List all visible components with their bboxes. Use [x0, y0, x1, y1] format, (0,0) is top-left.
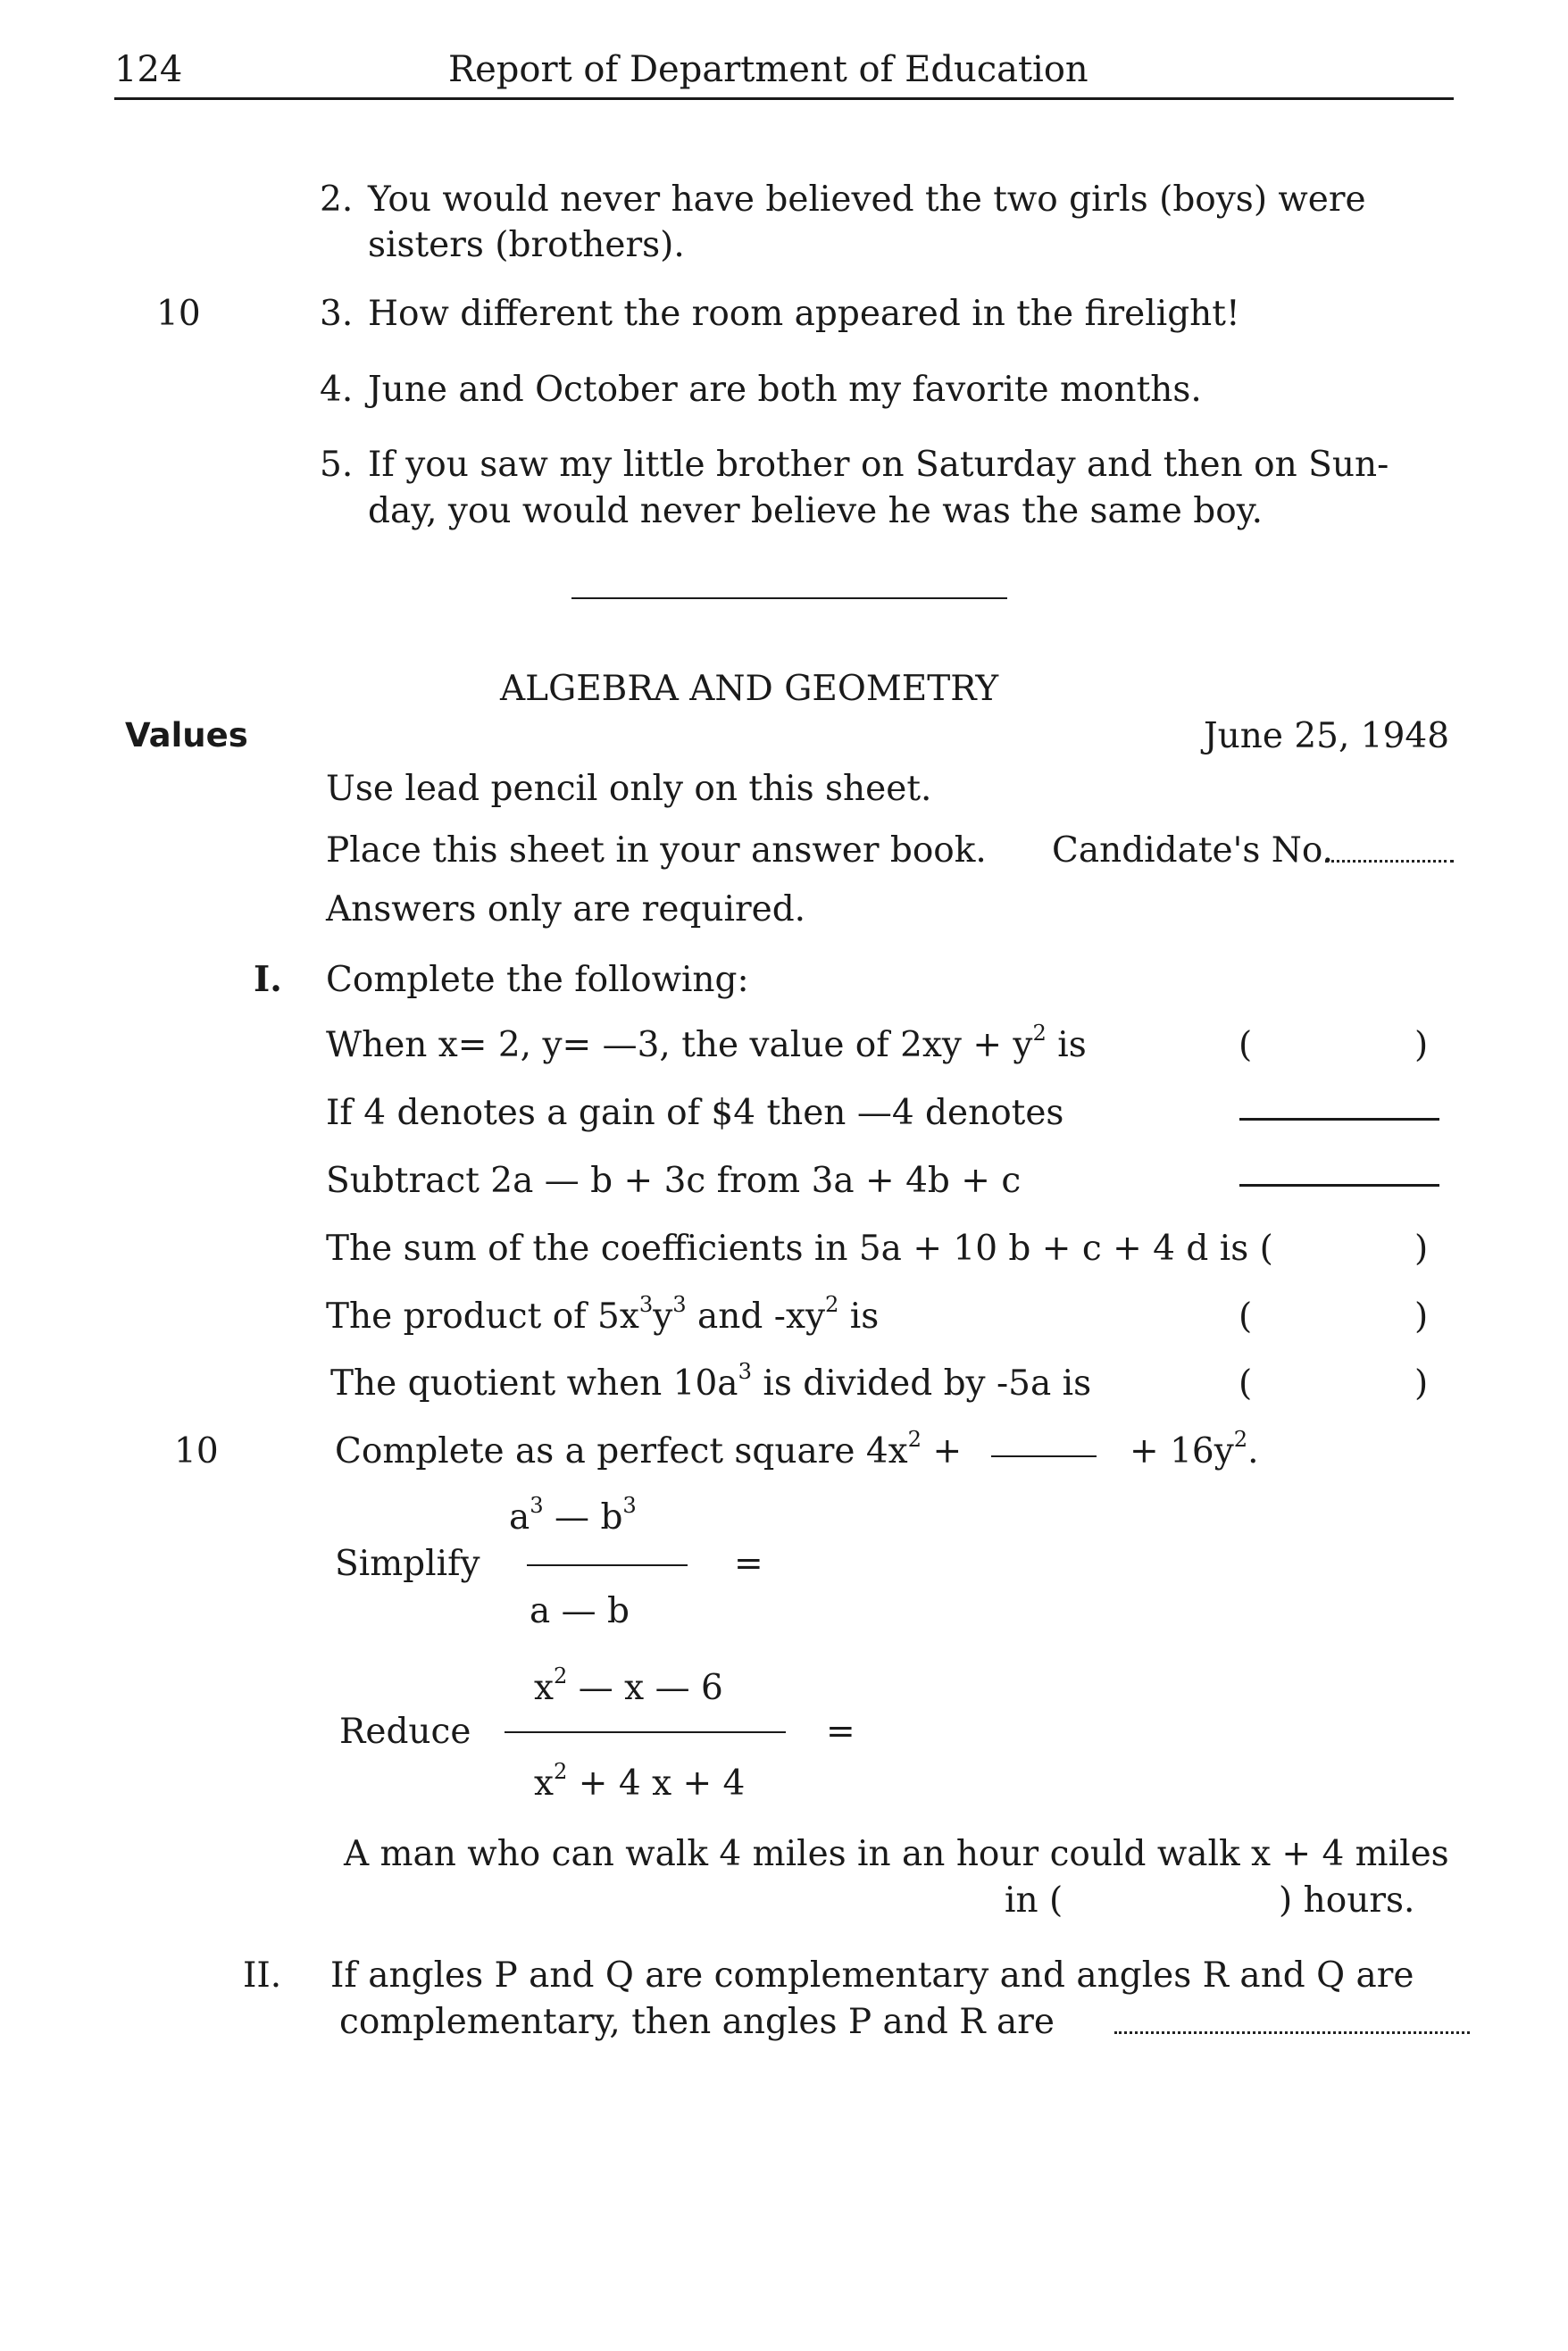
question-text: [326, 1291, 880, 1337]
answer-blank[interactable]: [1114, 2031, 1470, 2034]
math-part: x: [534, 1763, 554, 1804]
equals-sign: =: [826, 1712, 855, 1752]
part-two-numeral: II.: [243, 1955, 282, 1996]
question-text-part: .: [1247, 1431, 1259, 1471]
math-part: — x — 6: [567, 1668, 723, 1708]
answer-paren-close: ): [1414, 1296, 1429, 1337]
item-text: day, you would never believe he was the same boy.: [368, 491, 1263, 531]
item-text: June and October are both my favorite months.: [368, 370, 1202, 410]
fraction-numerator: [534, 1663, 723, 1708]
exam-title: ALGEBRA AND GEOMETRY: [500, 669, 999, 709]
question-text-part: is divided by -5a is: [751, 1363, 1092, 1404]
math-part: — b: [543, 1497, 623, 1538]
answer-blank[interactable]: [1239, 1184, 1439, 1187]
question-text: If angles P and Q are complementary and angles R and Q are: [330, 1955, 1414, 1996]
question-text: Subtract 2a — b + 3c from 3a + 4b + c: [326, 1161, 1022, 1201]
question-text-part: is: [1046, 1025, 1087, 1065]
item-number: 2.: [320, 179, 354, 220]
item-text: How different the room appeared in the firelight!: [368, 294, 1240, 334]
question-text: ) hours.: [1279, 1880, 1415, 1921]
exponent: 2: [907, 1426, 922, 1452]
item-text: sisters (brothers).: [368, 225, 685, 265]
question-text-part: The product of 5x: [326, 1296, 639, 1337]
question-text: [1130, 1426, 1259, 1471]
exponent: 3: [530, 1492, 544, 1518]
question-text: [335, 1426, 963, 1471]
answer-paren-close: ): [1414, 1363, 1429, 1404]
exponent: 3: [638, 1291, 654, 1317]
values-heading: Values: [125, 716, 248, 754]
exponent: 2: [1233, 1426, 1248, 1452]
item-text: If you saw my little brother on Saturday and then on Sun-: [368, 445, 1389, 485]
fraction-denominator: [534, 1758, 746, 1804]
exponent: 3: [672, 1291, 687, 1317]
item-number: 5.: [320, 445, 354, 485]
question-text-part: is: [838, 1296, 880, 1337]
exponent: 2: [1032, 1020, 1047, 1046]
item-number: 3.: [320, 294, 354, 334]
question-text-part: The quotient when 10a: [330, 1363, 738, 1404]
answer-blank[interactable]: [1239, 1118, 1439, 1121]
question-text: A man who can walk 4 miles in an hour could walk x + 4 miles: [344, 1834, 1449, 1874]
question-text-part: y: [653, 1296, 673, 1337]
reduce-label: Reduce: [339, 1712, 471, 1752]
fraction-bar: [527, 1564, 688, 1566]
header-rule: [114, 97, 1454, 100]
answer-paren-open: (: [1239, 1025, 1253, 1065]
question-text-part: + 16y: [1130, 1431, 1234, 1471]
fraction-denominator: a — b: [530, 1591, 630, 1631]
question-text-part: Complete as a perfect square 4x: [335, 1431, 908, 1471]
item-text: You would never have believed the two girls (boys) were: [368, 179, 1366, 220]
page-number: 124: [114, 49, 183, 90]
fraction-numerator: [509, 1492, 637, 1538]
exponent: 2: [554, 1758, 568, 1784]
fraction-bar: [505, 1731, 786, 1733]
instruction: Place this sheet in your answer book.: [326, 830, 987, 871]
margin-value: 10: [156, 294, 201, 334]
question-text: If 4 denotes a gain of $4 then —4 denotes: [326, 1093, 1064, 1133]
question-text: [326, 1020, 1087, 1065]
exponent: 2: [824, 1291, 839, 1317]
answer-paren-open: (: [1239, 1296, 1253, 1337]
math-part: x: [534, 1668, 554, 1708]
instruction: Use lead pencil only on this sheet.: [326, 769, 932, 809]
question-text-part: When x= 2, y= —3, the value of 2xy + y: [326, 1025, 1033, 1065]
math-part: + 4 x + 4: [567, 1763, 746, 1804]
section-divider: [571, 597, 1007, 599]
answer-paren-open: (: [1239, 1363, 1253, 1404]
part-one-heading: Complete the following:: [326, 960, 749, 1000]
exponent: 3: [738, 1358, 752, 1384]
item-number: 4.: [320, 370, 354, 410]
candidate-label: Candidate's No.: [1052, 830, 1334, 871]
question-text: The sum of the coefficients in 5a + 10 b + c + 4 d is (: [326, 1229, 1273, 1269]
simplify-label: Simplify: [335, 1544, 480, 1584]
question-text: [330, 1358, 1092, 1404]
answer-paren-close: ): [1414, 1025, 1429, 1065]
question-text: in (: [1005, 1880, 1063, 1921]
instruction: Answers only are required.: [326, 889, 806, 930]
running-title: Report of Department of Education: [448, 49, 1088, 90]
exponent: 2: [554, 1663, 568, 1688]
exponent: 3: [622, 1492, 637, 1518]
part-one-numeral: I.: [254, 959, 282, 1000]
equals-sign: =: [734, 1544, 763, 1584]
math-part: a: [509, 1497, 530, 1538]
exam-date: June 25, 1948: [1204, 716, 1450, 756]
answer-blank[interactable]: [991, 1455, 1097, 1457]
margin-value: 10: [174, 1431, 219, 1471]
answer-paren-close: ): [1414, 1229, 1429, 1269]
question-text-part: +: [922, 1431, 963, 1471]
question-text: complementary, then angles P and R are: [339, 2002, 1055, 2042]
question-text-part: and -xy: [686, 1296, 825, 1337]
candidate-number-blank[interactable]: [1325, 860, 1454, 863]
